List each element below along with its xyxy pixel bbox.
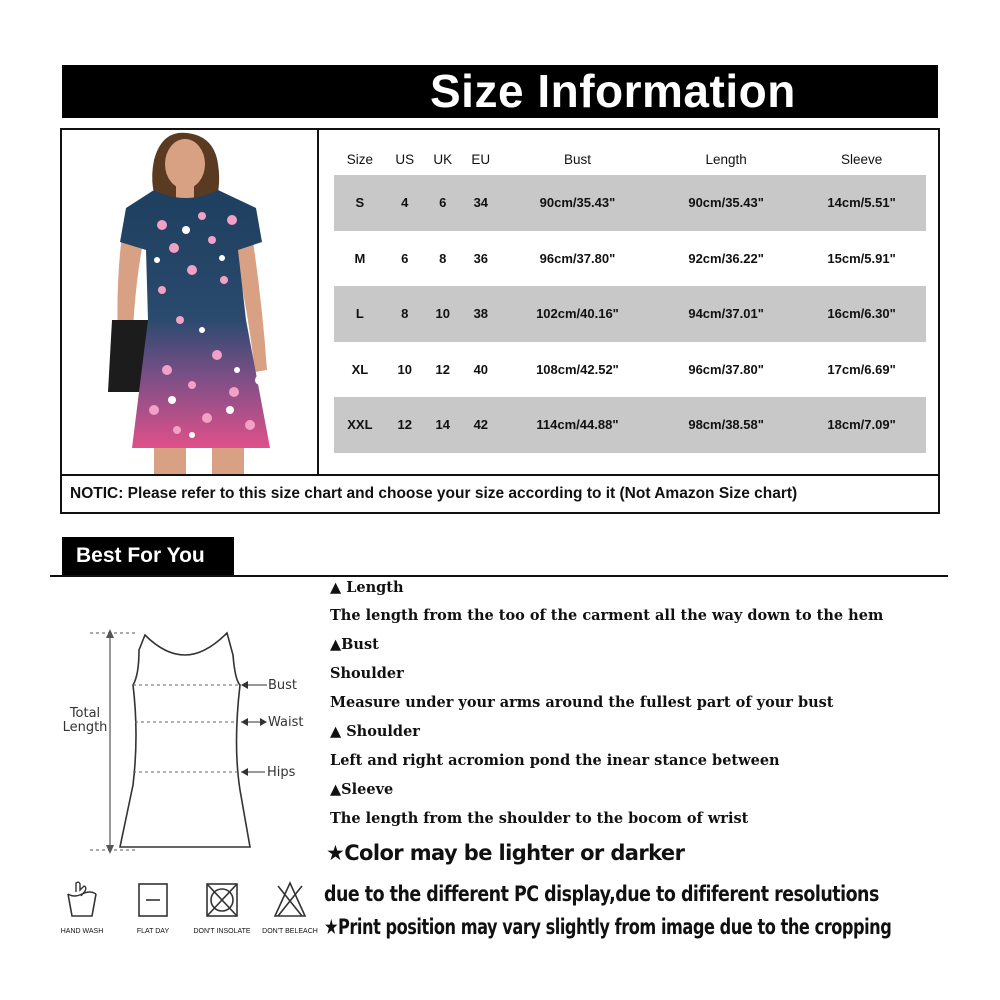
dress-model-illustration <box>62 130 317 474</box>
col-sleeve: Sleeve <box>840 151 883 167</box>
table-cell: 10 <box>424 286 462 342</box>
color-note: ★Color may be lighter or darker <box>326 841 685 865</box>
table-cell: 92cm/36.22" <box>688 250 764 266</box>
table-cell: 15cm/5.91" <box>827 250 896 266</box>
table-cell: 38 <box>462 286 500 342</box>
table-cell: 108cm/42.52" <box>536 361 619 377</box>
table-cell: 14 <box>424 397 462 453</box>
table-cell: 8 <box>386 286 424 342</box>
flat-dry-icon <box>135 880 171 920</box>
table-row <box>334 231 926 287</box>
table-cell: 114cm/44.88" <box>500 397 655 453</box>
table-cell: L <box>334 286 386 342</box>
table-cell: 102cm/40.16" <box>500 286 655 342</box>
table-cell: M <box>354 250 366 266</box>
table-cell: XL <box>351 361 369 377</box>
col-us: US <box>395 151 415 167</box>
col-uk: UK <box>433 151 453 167</box>
table-cell: 6 <box>401 250 409 266</box>
notice-row <box>62 474 938 514</box>
col-length: Length <box>705 151 747 167</box>
care-flat-dry <box>118 880 188 935</box>
total-length-label: Length <box>62 720 108 735</box>
table-row <box>334 175 926 231</box>
table-cell: 90cm/35.43" <box>655 175 797 231</box>
table-cell: 36 <box>473 250 489 266</box>
section-divider <box>50 575 948 577</box>
col-bust: Bust <box>563 151 591 167</box>
print-position-note: ★Print position may vary slightly from image due to the cropping <box>324 915 892 939</box>
care-label: HAND WASH <box>60 928 104 935</box>
table-cell: 14cm/5.51" <box>797 175 926 231</box>
care-label: DON'T INSOLATE <box>193 928 251 935</box>
table-cell: 12 <box>435 361 451 377</box>
display-note: due to the different PC display,due to dififerent resolutions <box>324 882 879 906</box>
table-cell: 4 <box>386 175 424 231</box>
page-title: Size Information <box>430 65 796 117</box>
care-do-not-insolate <box>187 880 257 935</box>
measurement-diagram <box>55 625 325 860</box>
title-banner <box>62 65 938 118</box>
size-table <box>334 143 926 453</box>
total-length-label: Total <box>69 706 101 721</box>
size-table-header <box>334 143 926 175</box>
care-label: FLAT DAY <box>136 928 170 935</box>
do-not-bleach-icon <box>272 880 308 920</box>
table-cell: 94cm/37.01" <box>655 286 797 342</box>
table-cell: S <box>334 175 386 231</box>
table-cell: 6 <box>424 175 462 231</box>
table-cell: 17cm/6.69" <box>827 361 896 377</box>
shoulder-description: Left and right acromion pond the inear stance between <box>330 752 780 769</box>
care-do-not-bleach <box>255 880 325 935</box>
size-notice: NOTIC: Please refer to this size chart and choose your size according to it (Not Amazon Size chart) <box>70 485 798 502</box>
table-cell: 40 <box>473 361 489 377</box>
table-cell: 90cm/35.43" <box>500 175 655 231</box>
size-table-area <box>319 130 938 474</box>
sleeve-description: The length from the shoulder to the bocom of wrist <box>330 810 749 827</box>
table-cell: 16cm/6.30" <box>797 286 926 342</box>
length-description: The length from the too of the carment all the way down to the hem <box>330 607 884 624</box>
table-cell: 96cm/37.80" <box>688 361 764 377</box>
table-cell: 8 <box>439 250 447 266</box>
care-hand-wash <box>47 880 117 935</box>
length-heading: ▲ Length <box>330 579 404 596</box>
table-cell: 42 <box>462 397 500 453</box>
table-cell: 96cm/37.80" <box>539 250 616 266</box>
table-row <box>334 286 926 342</box>
hand-wash-icon <box>64 880 100 920</box>
table-cell: 10 <box>397 361 412 377</box>
table-cell: 12 <box>386 397 424 453</box>
bust-label: Bust <box>268 678 298 693</box>
sleeve-heading: ▲Sleeve <box>330 781 394 798</box>
col-eu: EU <box>471 151 491 167</box>
table-cell: XXL <box>334 397 386 453</box>
table-cell: 18cm/7.09" <box>797 397 926 453</box>
waist-label: Waist <box>268 715 304 730</box>
shoulder-heading: ▲ Shoulder <box>330 723 420 740</box>
bust-description: Measure under your arms around the fullest part of your bust <box>330 694 834 711</box>
care-label: DON'T BELEACH <box>262 928 318 935</box>
table-cell: 34 <box>462 175 500 231</box>
table-row <box>334 397 926 453</box>
bust-subheading: Shoulder <box>330 665 404 682</box>
product-photo <box>62 130 319 474</box>
table-cell: 98cm/38.58" <box>655 397 797 453</box>
do-not-tumble-dry-icon <box>204 880 240 920</box>
col-size: Size <box>346 151 374 167</box>
bust-heading: ▲Bust <box>330 636 379 653</box>
size-chart-box <box>60 128 940 514</box>
table-row <box>334 342 926 398</box>
best-for-you-title: Best For You <box>76 544 205 567</box>
dress-outline-diagram <box>55 625 325 860</box>
hips-label: Hips <box>267 765 296 780</box>
best-for-you-tab <box>62 537 234 575</box>
